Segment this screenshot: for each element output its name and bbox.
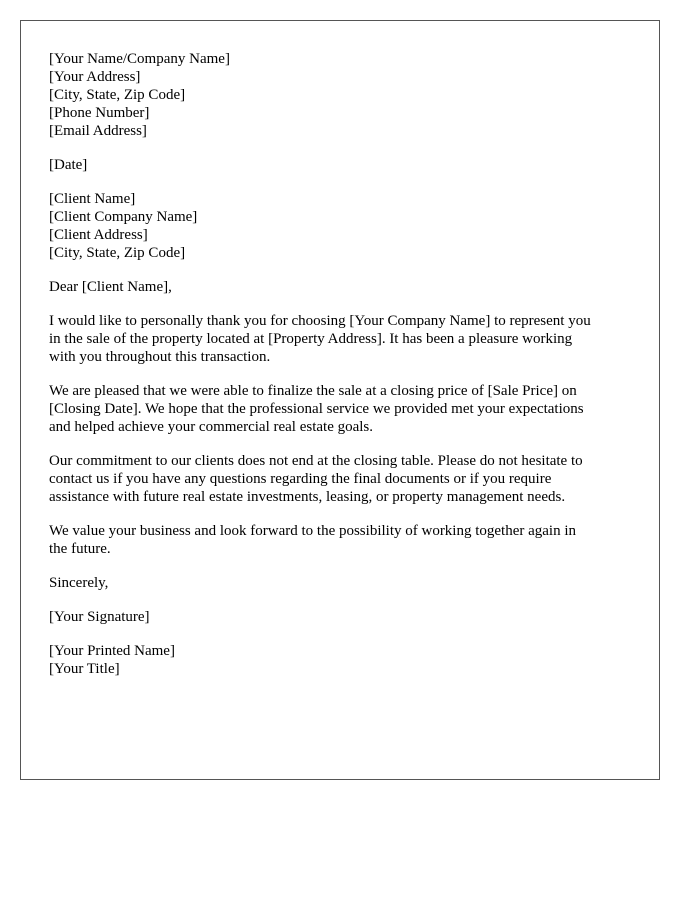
body-paragraph bbox=[49, 382, 639, 436]
letter-date: [Date] bbox=[49, 157, 88, 173]
signature: [Your Signature] bbox=[49, 609, 150, 625]
letter-content bbox=[49, 50, 639, 694]
body-line: We are pleased that we were able to finalize the sale at a closing price of [Sale Price] on bbox=[49, 383, 577, 399]
sender-name: [Your Name/Company Name] bbox=[49, 51, 230, 67]
salutation-block bbox=[49, 278, 639, 296]
recipient-block bbox=[49, 190, 639, 262]
body-paragraph bbox=[49, 452, 639, 506]
sender-city-state-zip: [City, State, Zip Code] bbox=[49, 87, 186, 103]
body-line: contact us if you have any questions regarding the final documents or if you require bbox=[49, 471, 552, 487]
recipient-company: [Client Company Name] bbox=[49, 209, 198, 225]
printed-name: [Your Printed Name] bbox=[49, 643, 175, 659]
sender-block bbox=[49, 50, 639, 140]
sender-phone: [Phone Number] bbox=[49, 105, 150, 121]
body-line: Our commitment to our clients does not end at the closing table. Please do not hesitate to bbox=[49, 453, 583, 469]
sender-address: [Your Address] bbox=[49, 69, 141, 85]
signer-block bbox=[49, 642, 639, 678]
body-line: with you throughout this transaction. bbox=[49, 349, 271, 365]
closing: Sincerely, bbox=[49, 575, 109, 591]
salutation: Dear [Client Name], bbox=[49, 279, 172, 295]
recipient-city-state-zip: [City, State, Zip Code] bbox=[49, 245, 186, 261]
recipient-name: [Client Name] bbox=[49, 191, 136, 207]
body-line: the future. bbox=[49, 541, 111, 557]
closing-block bbox=[49, 574, 639, 592]
signer-title: [Your Title] bbox=[49, 661, 120, 677]
date-block bbox=[49, 156, 639, 174]
body-line: We value your business and look forward to the possibility of working together again in bbox=[49, 523, 577, 539]
body-paragraph bbox=[49, 312, 639, 366]
body-line: in the sale of the property located at [Property Address]. It has been a pleasure working bbox=[49, 331, 573, 347]
body-line: [Closing Date]. We hope that the professional service we provided met your expectations bbox=[49, 401, 584, 417]
body-paragraph bbox=[49, 522, 639, 558]
body-line: and helped achieve your commercial real estate goals. bbox=[49, 419, 374, 435]
body-line: I would like to personally thank you for choosing [Your Company Name] to represent you bbox=[49, 313, 591, 329]
signature-block bbox=[49, 608, 639, 626]
body-line: assistance with future real estate investments, leasing, or property management needs. bbox=[49, 489, 566, 505]
recipient-address: [Client Address] bbox=[49, 227, 148, 243]
letter-page bbox=[20, 20, 660, 780]
sender-email: [Email Address] bbox=[49, 123, 147, 139]
